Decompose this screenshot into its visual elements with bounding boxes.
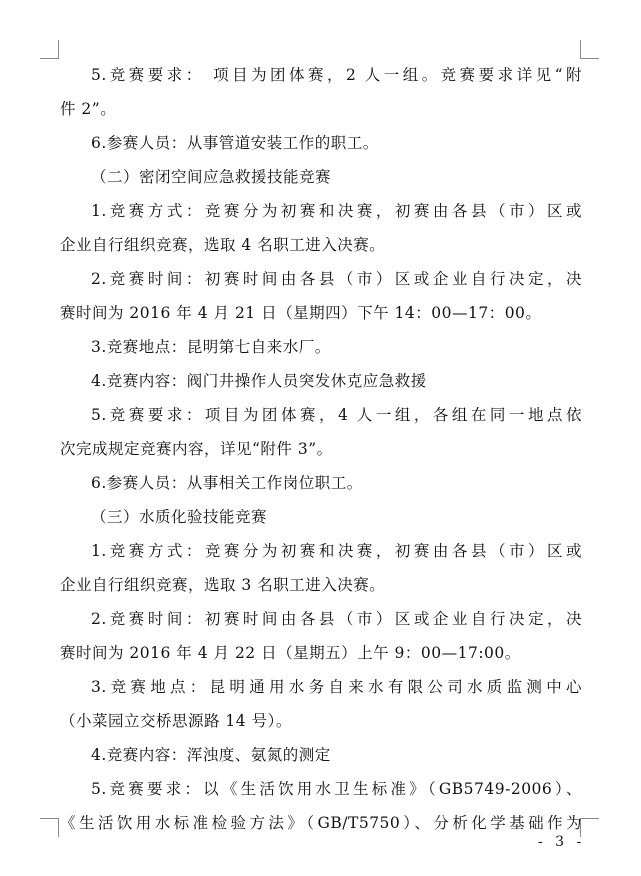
- text-line: 5.竞赛要求： 项目为团体赛，2 人一组。竞赛要求详见“附: [91, 66, 582, 84]
- paragraph: [60, 364, 582, 398]
- text-line: 1.竞赛方式：竞赛分为初赛和决赛，初赛由各县（市）区或: [91, 542, 582, 560]
- section-heading: [60, 160, 582, 194]
- section-heading: [60, 500, 582, 534]
- text-line: 《生活饮用水标准检验方法》（GB/T5750）、分析化学基础作为: [60, 814, 582, 832]
- text-line: 赛时间为 2016 年 4 月 21 日（星期四）下午 14：00—17：00。: [60, 304, 542, 322]
- paragraph: [60, 772, 582, 840]
- paragraph: [60, 534, 582, 602]
- paragraph: [60, 466, 582, 500]
- text-line: 件 2”。: [60, 100, 117, 118]
- paragraph: [60, 602, 582, 670]
- crop-mark-top-left: [40, 40, 59, 59]
- paragraph: [60, 262, 582, 330]
- paragraph: [60, 126, 582, 160]
- text-line: 2.竞赛时间：初赛时间由各县（市）区或企业自行决定，决: [91, 610, 582, 628]
- text-line: 赛时间为 2016 年 4 月 22 日（星期五）上午 9：00—17:00。: [60, 644, 521, 662]
- text-line: 企业自行组织竞赛，选取 3 名职工进入决赛。: [60, 576, 386, 594]
- paragraph: [60, 194, 582, 262]
- text-line: 6.参赛人员：从事管道安装工作的职工。: [91, 134, 379, 152]
- paragraph: [60, 58, 582, 126]
- paragraph: [60, 670, 582, 738]
- crop-mark-bottom-left: [40, 818, 59, 837]
- text-line: 3.竞赛地点：昆明第七自来水厂。: [91, 338, 331, 356]
- text-line: 次完成规定竞赛内容，详见“附件 3”。: [60, 440, 333, 458]
- text-line: 企业自行组织竞赛，选取 4 名职工进入决赛。: [60, 236, 386, 254]
- text-line: （三）水质化验技能竞赛: [91, 508, 268, 526]
- text-line: 4.竞赛内容：浑浊度、氨氮的测定: [91, 746, 331, 764]
- text-line: 1.竞赛方式：竞赛分为初赛和决赛，初赛由各县（市）区或: [91, 202, 582, 220]
- text-line: 4.竞赛内容：阀门井操作人员突发休克应急救援: [91, 372, 427, 390]
- text-line: 2.竞赛时间：初赛时间由各县（市）区或企业自行决定，决: [91, 270, 582, 288]
- crop-mark-top-right: [580, 40, 599, 59]
- text-line: （二）密闭空间应急救援技能竞赛: [91, 168, 332, 186]
- text-line: 5.竞赛要求：以《生活饮用水卫生标准》（GB5749-2006）、: [91, 780, 582, 798]
- paragraph: [60, 330, 582, 364]
- text-line: 3.竞赛地点：昆明通用水务自来水有限公司水质监测中心: [91, 678, 582, 696]
- text-line: （小菜园立交桥思源路 14 号）。: [60, 712, 292, 730]
- document-body: [60, 58, 582, 840]
- text-line: 5.竞赛要求：项目为团体赛，4 人一组，各组在同一地点依: [91, 406, 582, 424]
- paragraph: [60, 398, 582, 466]
- text-line: 6.参赛人员：从事相关工作岗位职工。: [91, 474, 363, 492]
- paragraph: [60, 738, 582, 772]
- page-number: - 3 -: [538, 834, 586, 850]
